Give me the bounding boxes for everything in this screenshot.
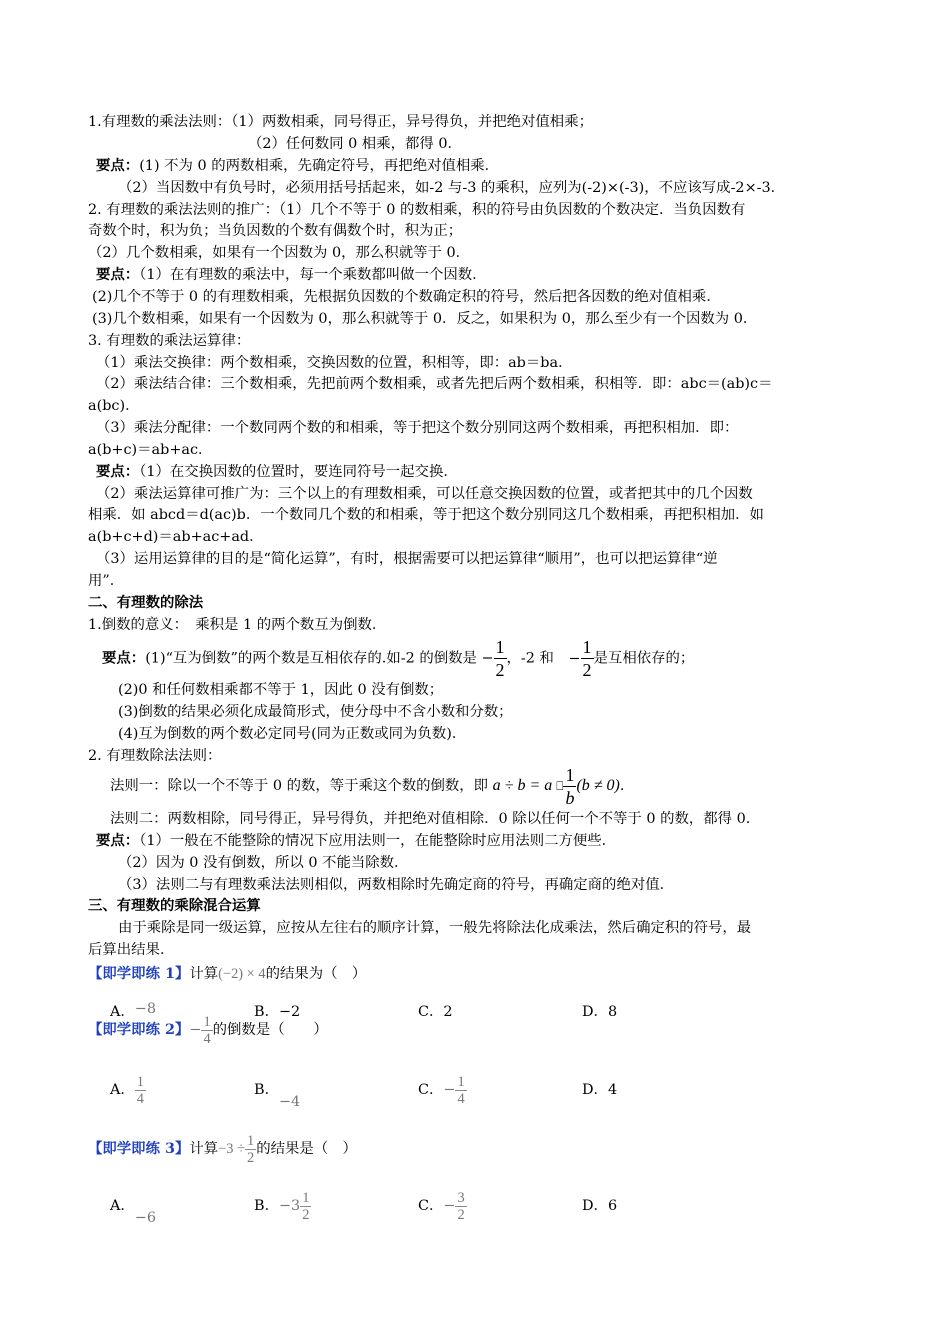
exercise-2-option-d[interactable] (582, 1070, 617, 1110)
fraction-one-half (245, 1133, 256, 1166)
option-value: 8 (607, 1004, 618, 1020)
question-prefix: 计算 (189, 966, 219, 982)
key-point-text: (1) 不为 0 的两数相乘，先确定符号，再把绝对值相乘． (139, 158, 500, 174)
reciprocal-same-sign: (4)互为倒数的两个数必定同号(同为正数或同为负数)． (118, 726, 467, 742)
denominator: 2 (495, 660, 505, 680)
question-suffix: 的结果是（ ） (256, 1141, 357, 1157)
option-label: B． (254, 1198, 279, 1214)
exercise-3-option-b[interactable] (254, 1186, 311, 1226)
option-label: A． (110, 1004, 135, 1020)
exercise-tag: 【即学即练 1】 (88, 965, 190, 982)
question-suffix: 的倒数是（ ） (212, 1022, 328, 1038)
numerator: 1 (565, 765, 575, 785)
key-point-zero-product: (3)几个数相乘，如果有一个因数为 0，那么积就等于 0．反之，如果积为 0，那么至少有一个因数为 0． (92, 311, 758, 327)
option-value: 6 (607, 1198, 618, 1214)
exercise-3-question (88, 1129, 357, 1169)
laws-generalization-cont: 相乘．如 abcd＝d(ac)b．一个数同几个数的和相乘，等于把这个数分别同这几个数相乘，再把积相加．如 (88, 507, 764, 523)
laws-purpose: （3）运用运算律的目的是“简化运算”，有时，根据需要可以把运算律“顺用”，也可以把运算律“逆 (96, 551, 718, 567)
option-value: −6 (134, 1210, 157, 1226)
option-label: C． (418, 1004, 444, 1020)
key-points-label: 要点： (96, 157, 140, 174)
laws-heading: 3. 有理数的乘法运算律： (88, 333, 251, 349)
zero-no-reciprocal: （2）因为 0 没有倒数，所以 0 不能当除数． (118, 855, 409, 871)
numerator: 1 (582, 637, 592, 657)
numerator: 1 (457, 1073, 465, 1090)
rule-extension-heading: 2. 有理数的乘法法则的推广：（1）几个不等于 0 的数相乘，积的符号由负因数的个数决定．当负因数有 (88, 202, 746, 218)
neg-sign: − (481, 650, 494, 667)
exercise-3-option-d[interactable] (582, 1186, 617, 1226)
exercise-2-question (88, 1010, 328, 1050)
distributive-law: （3）乘法分配律：一个数同两个数的和相乘，等于把这个数分别同这两个数相乘，再把积相加．即： (96, 420, 739, 436)
denominator: 4 (136, 1090, 144, 1107)
option-label: D． (582, 1004, 608, 1020)
option-value: 2 (443, 1004, 453, 1020)
rule-text: 法则一：除以一个不等于 0 的数，等于乘这个数的倒数，即 (110, 778, 489, 795)
distributive-law-cont: a(b+c)＝ab+ac． (88, 442, 213, 458)
associative-law: （2）乘法结合律：三个数相乘，先把前两个数相乘，或者先把后两个数相乘，积相等．即：abc＝(ab)c＝ (96, 376, 773, 392)
key-points-4 (96, 831, 616, 851)
division-rule-two: 法则二：两数相除，同号得正，异号得负，并把绝对值相除．0 除以任何一个不等于 0 的数，都得 0. (110, 811, 751, 827)
fraction-one-quarter (201, 1014, 212, 1047)
option-label: A． (110, 1082, 135, 1098)
key-points-3 (96, 462, 458, 482)
commutative-law: （1）乘法交换律：两个数相乘，交换因数的位置，积相等，即：ab＝ba． (96, 355, 573, 371)
exercise-3-option-c[interactable] (418, 1186, 467, 1226)
key-point-text: （1）在有理数的乘法中，每一个乘数都叫做一个因数． (139, 267, 487, 283)
division-sign-rule: （3）法则二与有理数乘法法则相似，两数相除时先确定商的符号，再确定商的绝对值． (118, 877, 675, 893)
division-rule-one (110, 764, 624, 809)
key-points-label: 要点： (102, 649, 146, 667)
key-point-sign: (2)几个不等于 0 的有理数相乘，先根据负因数的个数确定积的符号，然后把各因数的绝对值相乘． (92, 289, 721, 305)
neg-sign: − (189, 1022, 202, 1038)
option-value: −4 (278, 1094, 301, 1110)
rule-extension-cont: 奇数个时，积为负；当负因数的个数有偶数个时，积为正； (88, 223, 463, 239)
key-point-text: ，-2 和 (506, 650, 554, 667)
denominator: 2 (582, 660, 592, 680)
reciprocal-key-points (102, 636, 694, 681)
denominator: 2 (302, 1206, 310, 1223)
reciprocal-simplest: (3)倒数的结果必须化成最简形式，使分母中不含小数和分数； (118, 704, 513, 720)
key-point-text: （1）在交换因数的位置时，要连同符号一起交换． (139, 464, 458, 480)
exercise-tag: 【即学即练 3】 (88, 1140, 190, 1157)
key-points-label: 要点： (96, 266, 140, 283)
numerator: 1 (495, 637, 505, 657)
question-expression: −3 ÷ (218, 1141, 245, 1157)
option-label: D． (582, 1198, 608, 1214)
key-points-2 (96, 265, 487, 285)
formula-lhs: a ÷ b = a (492, 777, 557, 795)
option-value: −2 (278, 1004, 301, 1020)
option-value: −8 (134, 1001, 157, 1017)
option-label: D． (582, 1082, 608, 1098)
reciprocal-zero: (2)0 和任何数相乘都不等于 1，因此 0 没有倒数； (118, 682, 444, 698)
key-points-label: 要点： (96, 463, 140, 480)
neg-sign: − (443, 1198, 456, 1214)
denominator: 2 (457, 1206, 465, 1223)
laws-purpose-cont: 用”． (88, 573, 125, 589)
laws-generalization: （2）乘法运算律可推广为：三个以上的有理数相乘，可以任意交换因数的位置，或者把其中的几个因数 (96, 486, 753, 502)
exercise-3-option-a[interactable] (110, 1186, 156, 1226)
formula-box: ⎕ (556, 779, 564, 794)
numerator: 3 (457, 1189, 465, 1206)
associative-law-cont: a(bc)． (88, 398, 140, 414)
exercise-2-option-a[interactable] (110, 1070, 146, 1110)
denominator: b (565, 788, 575, 808)
numerator: 1 (203, 1013, 211, 1030)
denominator: 4 (457, 1090, 465, 1107)
key-point-text: (1)“互为倒数”的两个数是互相依存的.如-2 的倒数是 (145, 650, 477, 667)
exercise-1-option-c[interactable] (418, 1002, 453, 1022)
denominator: 4 (203, 1030, 211, 1047)
laws-generalization-example: a(b+c+d)＝ab+ac+ad． (88, 529, 264, 545)
option-fraction (455, 1074, 466, 1107)
fraction-one-half (581, 636, 594, 681)
question-prefix: 计算 (189, 1141, 219, 1157)
key-points-label: 要点： (96, 832, 140, 849)
option-label: A． (110, 1198, 135, 1214)
division-rule-heading: 2. 有理数除法法则： (88, 748, 222, 764)
exercise-1-question (88, 964, 366, 984)
section-mixed-heading: 三、有理数的乘除混合运算 (88, 897, 261, 914)
mixed-operations-cont: 后算出结果． (88, 942, 175, 958)
reciprocal-definition: 1.倒数的意义： 乘积是 1 的两个数互为倒数． (88, 617, 387, 633)
exercise-1-option-d[interactable] (582, 1002, 617, 1022)
exercise-tag: 【即学即练 2】 (88, 1021, 190, 1038)
question-expression: (−2) × 4 (218, 966, 266, 982)
multiplication-rule-zero: （2）任何数同 0 相乘，都得 0． (248, 136, 462, 152)
option-fraction (135, 1074, 146, 1107)
division-formula (492, 765, 620, 808)
exercise-2-option-c[interactable] (418, 1070, 467, 1110)
option-label: B． (254, 1082, 279, 1098)
numerator: 1 (136, 1073, 144, 1090)
key-point-text: 是互相依存的； (593, 650, 695, 667)
option-label: C． (418, 1198, 444, 1214)
formula-condition: (b ≠ 0) (576, 777, 620, 795)
denominator: 2 (246, 1149, 255, 1166)
period: . (619, 778, 625, 795)
option-label: C． (418, 1082, 444, 1098)
mixed-integer: −3 (278, 1198, 301, 1214)
option-fraction (455, 1190, 466, 1223)
option-label: B． (254, 1004, 279, 1020)
question-suffix: 的结果为（ ） (265, 966, 367, 982)
section-division-heading: 二、有理数的除法 (88, 594, 204, 611)
numerator: 1 (246, 1132, 255, 1149)
exercise-2-option-b[interactable] (254, 1070, 300, 1110)
rule-extension-zero: （2）几个数相乘，如果有一个因数为 0，那么积就等于 0． (88, 245, 470, 261)
fraction-one-half (494, 636, 507, 681)
option-value: 4 (607, 1082, 618, 1098)
neg-sign: − (443, 1082, 456, 1098)
option-fraction (300, 1190, 311, 1223)
key-point-text: （1）一般在不能整除的情况下应用法则一，在能整除时应用法则二方便些． (139, 833, 617, 849)
key-points-1 (96, 156, 499, 176)
multiplication-rule: 1.有理数的乘法法则：（1）两数相乘，同号得正，异号得负，并把绝对值相乘； (88, 114, 593, 130)
numerator: 1 (302, 1189, 310, 1206)
fraction-one-over-b (563, 764, 576, 809)
key-point-parentheses: （2）当因数中有负号时，必须用括号括起来，如-2 与-3 的乘积，应列为(-2)×(-3)，不应该写成-2×-3． (118, 180, 786, 196)
neg-sign: − (568, 650, 581, 667)
mixed-operations-text: 由于乘除是同一级运算，应按从左往右的顺序计算，一般先将除法化成乘法，然后确定积的符号，最 (118, 920, 752, 936)
